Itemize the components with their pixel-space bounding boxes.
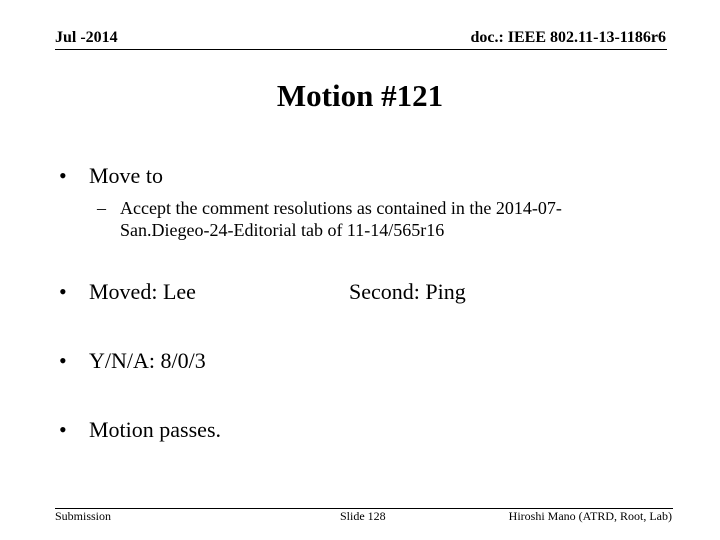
sub-bullet-line-2: San.Diegeo-24-Editorial tab of 11-14/565r16	[120, 220, 445, 240]
header-rule	[55, 49, 667, 50]
second-text: Second: Ping	[349, 279, 466, 304]
header-doc-id: doc.: IEEE 802.11-13-1186r6	[470, 29, 666, 46]
bullet-move-to-text: Move to	[89, 163, 163, 188]
bullet-motion-passes-text: Motion passes.	[89, 417, 221, 442]
bullet-glyph: •	[59, 348, 67, 373]
bullet-moved-text: Moved: Lee	[89, 279, 196, 304]
footer-slide-number: Slide 128	[340, 509, 386, 523]
slide-title: Motion #121	[276, 78, 444, 113]
bullet-vote-text: Y/N/A: 8/0/3	[89, 348, 206, 373]
footer-author: Hiroshi Mano (ATRD, Root, Lab)	[508, 509, 672, 523]
footer-submission: Submission	[55, 509, 112, 523]
bullet-glyph: •	[59, 163, 67, 188]
header-date: Jul -2014	[55, 29, 118, 46]
sub-bullet-line-1: Accept the comment resolutions as contained in the 2014-07-	[120, 198, 562, 218]
sub-bullet-glyph: –	[97, 198, 106, 218]
bullet-glyph: •	[59, 417, 67, 442]
bullet-glyph: •	[59, 279, 67, 304]
